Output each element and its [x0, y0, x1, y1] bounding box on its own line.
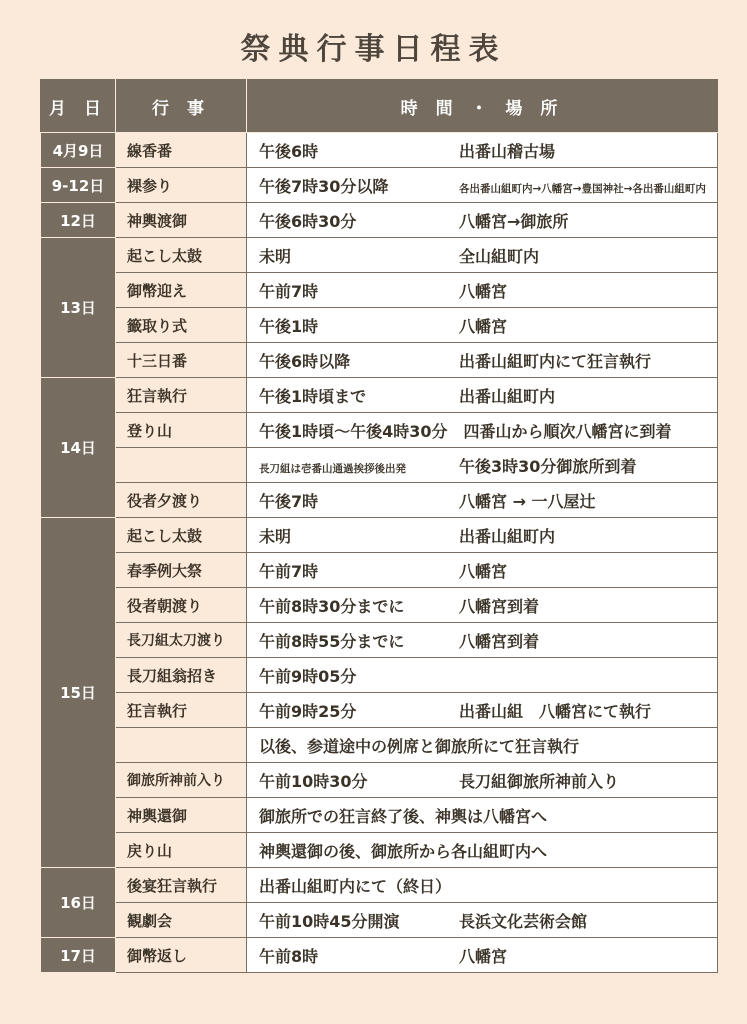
- detail-cell: [247, 868, 718, 903]
- place-text: 八幡宮→御旅所: [459, 211, 569, 231]
- table-row: [41, 448, 718, 483]
- time-text: 午後6時30分: [259, 211, 357, 231]
- event-cell: 役者朝渡り: [116, 588, 247, 623]
- event-cell: 長刀組太刀渡り: [116, 623, 247, 658]
- place-text: 八幡宮 → 一八屋辻: [459, 491, 596, 511]
- detail-cell: [247, 833, 718, 868]
- event-cell: 御旅所神前入り: [116, 763, 247, 798]
- table-row: [41, 763, 718, 798]
- table-row: [41, 553, 718, 588]
- date-cell: 16日: [41, 868, 116, 938]
- time-text: 午前7時: [259, 561, 319, 581]
- event-cell: 籤取り式: [116, 308, 247, 343]
- time-text: 午後1時頃まで: [259, 386, 367, 406]
- place-text: 出番山組 八幡宮にて執行: [459, 701, 652, 721]
- date-cell: 15日: [41, 518, 116, 868]
- event-cell: 長刀組翁招き: [116, 658, 247, 693]
- table-row: [41, 798, 718, 833]
- event-cell: 観劇会: [116, 903, 247, 938]
- event-cell: 戻り山: [116, 833, 247, 868]
- detail-cell: [247, 308, 718, 343]
- detail-cell: [247, 903, 718, 938]
- schedule-table: [40, 79, 718, 973]
- table-row: [41, 588, 718, 623]
- date-cell: 14日: [41, 378, 116, 518]
- detail-cell: [247, 693, 718, 728]
- place-text: 八幡宮到着: [459, 596, 540, 616]
- detail-cell: [247, 763, 718, 798]
- event-cell: 役者夕渡り: [116, 483, 247, 518]
- table-row: [41, 413, 718, 448]
- event-cell: 起こし太鼓: [116, 238, 247, 273]
- event-cell: 狂言執行: [116, 693, 247, 728]
- table-row: [41, 693, 718, 728]
- place-text: 出番山稽古場: [459, 141, 556, 161]
- table-row: [41, 903, 718, 938]
- date-cell: 17日: [41, 938, 116, 973]
- time-text: 午前7時: [259, 281, 319, 301]
- time-text: 午後6時: [259, 141, 319, 161]
- table-header-row: [41, 80, 718, 133]
- time-text: 午前8時55分までに: [259, 631, 405, 651]
- time-text: 午前10時45分開演: [259, 911, 400, 931]
- time-text: 未明: [259, 526, 292, 546]
- event-cell: 狂言執行: [116, 378, 247, 413]
- detail-cell: [247, 588, 718, 623]
- detail-text: 神輿還御の後、御旅所から各山組町内へ: [259, 841, 548, 861]
- event-cell: 後宴狂言執行: [116, 868, 247, 903]
- event-cell: 裸参り: [116, 168, 247, 203]
- place-text: 午後3時30分御旅所到着: [459, 456, 637, 476]
- table-row: [41, 343, 718, 378]
- table-row: [41, 483, 718, 518]
- place-text: 八幡宮: [459, 561, 508, 581]
- table-row: [41, 833, 718, 868]
- date-cell: 4月9日: [41, 133, 116, 168]
- detail-text: 午後1時頃～午後4時30分 四番山から順次八幡宮に到着: [259, 421, 672, 441]
- table-row: [41, 728, 718, 763]
- event-cell: 御幣迎え: [116, 273, 247, 308]
- header-detail: 時 間 ・ 場 所: [247, 80, 718, 133]
- table-row: [41, 658, 718, 693]
- detail-cell: [247, 238, 718, 273]
- table-row: [41, 868, 718, 903]
- detail-cell: [247, 133, 718, 168]
- detail-cell: [247, 168, 718, 203]
- event-cell: 十三日番: [116, 343, 247, 378]
- time-text: 午前9時25分: [259, 701, 357, 721]
- place-text: 八幡宮: [459, 281, 508, 301]
- detail-cell: [247, 728, 718, 763]
- date-cell: 12日: [41, 203, 116, 238]
- detail-cell: [247, 553, 718, 588]
- detail-cell: [247, 273, 718, 308]
- event-cell: 登り山: [116, 413, 247, 448]
- table-row: [41, 133, 718, 168]
- table-row: [41, 203, 718, 238]
- event-cell: 線香番: [116, 133, 247, 168]
- detail-cell: [247, 413, 718, 448]
- time-text: 午前9時05分: [259, 666, 357, 686]
- table-row: [41, 623, 718, 658]
- detail-text: 以後、参道途中の例席と御旅所にて狂言執行: [259, 736, 580, 756]
- detail-cell: [247, 448, 718, 483]
- table-row: [41, 238, 718, 273]
- header-event: 行 事: [116, 80, 247, 133]
- place-text: 各出番山組町内→八幡宮→豊国神社→各出番山組町内: [459, 182, 706, 195]
- table-row: [41, 518, 718, 553]
- time-text: 午後7時30分以降: [259, 176, 389, 196]
- place-text: 全山組町内: [459, 246, 540, 266]
- detail-cell: [247, 658, 718, 693]
- time-text: 午後6時以降: [259, 351, 351, 371]
- time-text: 午前8時: [259, 946, 319, 966]
- table-row: [41, 273, 718, 308]
- date-cell: 9-12日: [41, 168, 116, 203]
- event-cell: [116, 448, 247, 483]
- note-text: 長刀組は壱番山通過挨拶後出発: [259, 462, 406, 475]
- place-text: 八幡宮到着: [459, 631, 540, 651]
- place-text: 出番山組町内: [459, 526, 556, 546]
- date-cell: 13日: [41, 238, 116, 378]
- event-cell: [116, 728, 247, 763]
- detail-text: 出番山組町内にて（終日）: [259, 876, 452, 896]
- event-cell: 神輿渡御: [116, 203, 247, 238]
- time-text: 午前10時30分: [259, 771, 368, 791]
- detail-cell: [247, 798, 718, 833]
- time-text: 午後7時: [259, 491, 319, 511]
- detail-cell: [247, 203, 718, 238]
- event-cell: 神輿還御: [116, 798, 247, 833]
- time-text: 午前8時30分までに: [259, 596, 405, 616]
- detail-cell: [247, 938, 718, 973]
- header-date: 月 日: [41, 80, 116, 133]
- detail-cell: [247, 623, 718, 658]
- place-text: 八幡宮: [459, 316, 508, 336]
- table-row: [41, 168, 718, 203]
- event-cell: 起こし太鼓: [116, 518, 247, 553]
- place-text: 出番山組町内: [459, 386, 556, 406]
- event-cell: 春季例大祭: [116, 553, 247, 588]
- table-row: [41, 308, 718, 343]
- place-text: 出番山組町内にて狂言執行: [459, 351, 652, 371]
- place-text: 長浜文化芸術会館: [459, 911, 588, 931]
- time-text: 午後1時: [259, 316, 319, 336]
- event-cell: 御幣返し: [116, 938, 247, 973]
- place-text: 八幡宮: [459, 946, 508, 966]
- place-text: 長刀組御旅所神前入り: [459, 771, 620, 791]
- detail-text: 御旅所での狂言終了後、神輿は八幡宮へ: [259, 806, 548, 826]
- detail-cell: [247, 518, 718, 553]
- detail-cell: [247, 378, 718, 413]
- detail-cell: [247, 483, 718, 518]
- time-text: 未明: [259, 246, 292, 266]
- detail-cell: [247, 343, 718, 378]
- table-row: [41, 938, 718, 973]
- page-title: 祭典行事日程表: [240, 32, 507, 67]
- table-row: [41, 378, 718, 413]
